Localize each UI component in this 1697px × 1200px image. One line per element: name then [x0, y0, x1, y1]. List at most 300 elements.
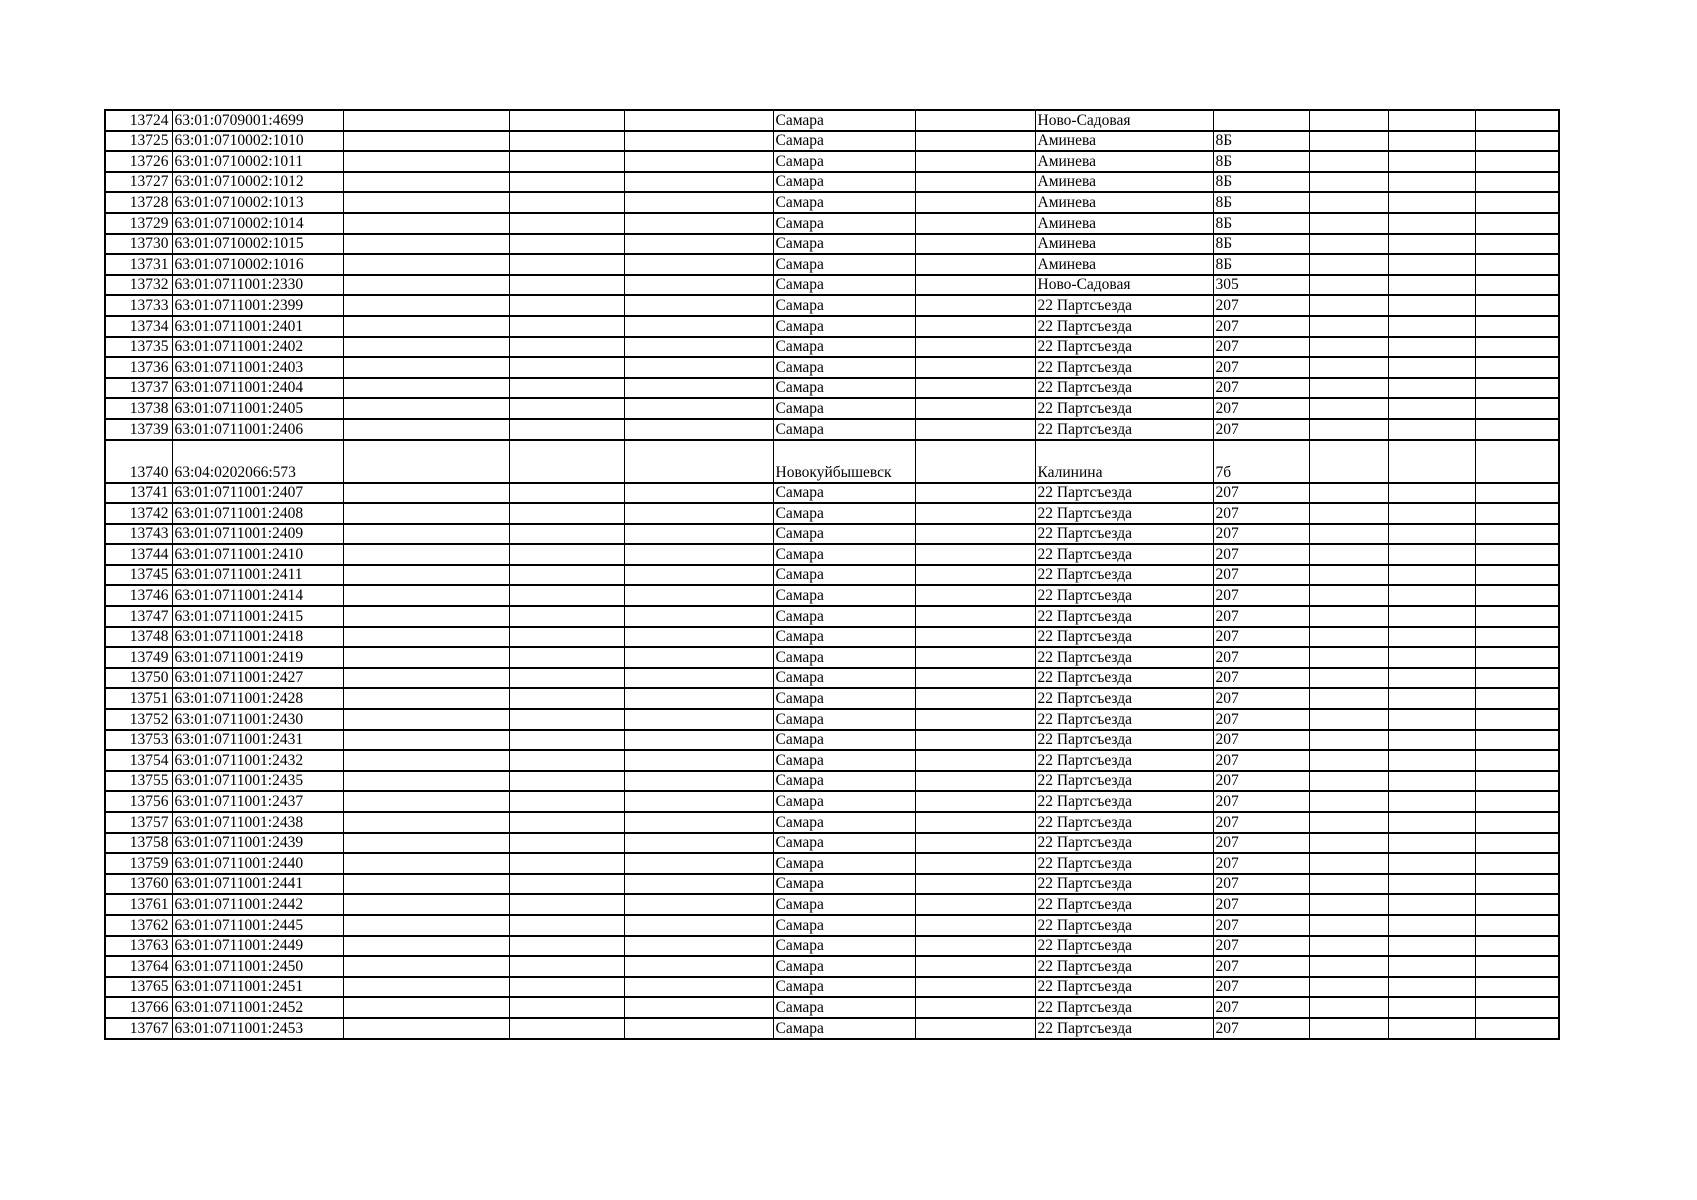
street-cell: 22 Партсъезда	[1035, 337, 1213, 358]
house-cell: 207	[1213, 357, 1309, 378]
table-row	[105, 234, 1559, 255]
empty-cell	[1388, 647, 1475, 668]
city-cell: Самара	[773, 647, 915, 668]
empty-cell	[1309, 524, 1388, 545]
cadastral-number-cell: 63:01:0711001:2411	[172, 565, 343, 586]
empty-cell	[1388, 771, 1475, 792]
row-number-cell: 13750	[105, 668, 172, 689]
street-cell: 22 Партсъезда	[1035, 295, 1213, 316]
empty-cell	[1388, 544, 1475, 565]
cadastral-number-cell: 63:01:0711001:2430	[172, 709, 343, 730]
row-number-cell: 13757	[105, 812, 172, 833]
row-number-cell: 13752	[105, 709, 172, 730]
row-number-cell: 13755	[105, 771, 172, 792]
cadastral-number-cell: 63:01:0711001:2415	[172, 606, 343, 627]
cadastral-number-cell: 63:01:0710002:1015	[172, 234, 343, 255]
empty-cell	[915, 833, 1035, 854]
row-number-cell: 13749	[105, 647, 172, 668]
empty-cell	[343, 192, 509, 213]
street-cell: 22 Партсъезда	[1035, 668, 1213, 689]
empty-cell	[343, 378, 509, 399]
empty-cell	[1475, 668, 1559, 689]
empty-cell	[1475, 295, 1559, 316]
empty-cell	[915, 234, 1035, 255]
empty-cell	[509, 398, 624, 419]
empty-cell	[1388, 894, 1475, 915]
city-cell: Самара	[773, 833, 915, 854]
city-cell: Самара	[773, 419, 915, 440]
city-cell: Самара	[773, 483, 915, 504]
empty-cell	[1388, 192, 1475, 213]
street-cell: 22 Партсъезда	[1035, 357, 1213, 378]
street-cell: 22 Партсъезда	[1035, 627, 1213, 648]
empty-cell	[915, 565, 1035, 586]
empty-cell	[509, 709, 624, 730]
cadastral-number-cell: 63:01:0711001:2410	[172, 544, 343, 565]
empty-cell	[1309, 997, 1388, 1018]
table-row	[105, 275, 1559, 296]
city-cell: Самара	[773, 977, 915, 998]
empty-cell	[509, 440, 624, 483]
empty-cell	[1388, 213, 1475, 234]
empty-cell	[624, 647, 773, 668]
empty-cell	[1475, 915, 1559, 936]
empty-cell	[1388, 977, 1475, 998]
cadastral-number-cell: 63:01:0711001:2440	[172, 853, 343, 874]
empty-cell	[915, 378, 1035, 399]
empty-cell	[343, 295, 509, 316]
empty-cell	[343, 110, 509, 131]
table-row	[105, 565, 1559, 586]
house-cell	[1213, 110, 1309, 131]
cadastral-number-cell: 63:01:0710002:1013	[172, 192, 343, 213]
empty-cell	[915, 709, 1035, 730]
table-row	[105, 357, 1559, 378]
row-number-cell: 13756	[105, 791, 172, 812]
row-number-cell: 13724	[105, 110, 172, 131]
empty-cell	[1309, 337, 1388, 358]
empty-cell	[1475, 750, 1559, 771]
empty-cell	[509, 668, 624, 689]
table-row	[105, 503, 1559, 524]
city-cell: Самара	[773, 337, 915, 358]
empty-cell	[1475, 357, 1559, 378]
house-cell: 207	[1213, 791, 1309, 812]
table-row	[105, 977, 1559, 998]
street-cell: 22 Партсъезда	[1035, 853, 1213, 874]
street-cell: Аминева	[1035, 213, 1213, 234]
empty-cell	[343, 791, 509, 812]
empty-cell	[1309, 750, 1388, 771]
empty-cell	[1475, 709, 1559, 730]
empty-cell	[1475, 874, 1559, 895]
table-row	[105, 316, 1559, 337]
empty-cell	[915, 398, 1035, 419]
empty-cell	[509, 833, 624, 854]
city-cell: Самара	[773, 936, 915, 957]
row-number-cell: 13766	[105, 997, 172, 1018]
city-cell: Самара	[773, 254, 915, 275]
house-cell: 207	[1213, 419, 1309, 440]
city-cell: Самара	[773, 316, 915, 337]
row-number-cell: 13736	[105, 357, 172, 378]
empty-cell	[343, 151, 509, 172]
empty-cell	[915, 791, 1035, 812]
empty-cell	[509, 172, 624, 193]
city-cell: Самара	[773, 750, 915, 771]
empty-cell	[1475, 833, 1559, 854]
cadastral-number-cell: 63:01:0711001:2408	[172, 503, 343, 524]
house-cell: 207	[1213, 853, 1309, 874]
empty-cell	[1388, 275, 1475, 296]
empty-cell	[343, 524, 509, 545]
empty-cell	[343, 544, 509, 565]
empty-cell	[509, 131, 624, 152]
empty-cell	[1475, 110, 1559, 131]
empty-cell	[1309, 419, 1388, 440]
empty-cell	[1388, 668, 1475, 689]
empty-cell	[1475, 398, 1559, 419]
house-cell: 207	[1213, 337, 1309, 358]
row-number-cell: 13740	[105, 440, 172, 483]
empty-cell	[624, 213, 773, 234]
empty-cell	[624, 357, 773, 378]
city-cell: Самара	[773, 151, 915, 172]
empty-cell	[1309, 503, 1388, 524]
house-cell: 8Б	[1213, 172, 1309, 193]
empty-cell	[1388, 357, 1475, 378]
row-number-cell: 13767	[105, 1018, 172, 1039]
house-cell: 8Б	[1213, 131, 1309, 152]
empty-cell	[624, 997, 773, 1018]
street-cell: 22 Партсъезда	[1035, 565, 1213, 586]
city-cell: Самара	[773, 503, 915, 524]
cadastral-number-cell: 63:01:0711001:2451	[172, 977, 343, 998]
empty-cell	[915, 647, 1035, 668]
empty-cell	[1388, 151, 1475, 172]
city-cell: Самара	[773, 213, 915, 234]
empty-cell	[509, 503, 624, 524]
street-cell: 22 Партсъезда	[1035, 977, 1213, 998]
empty-cell	[343, 627, 509, 648]
empty-cell	[624, 936, 773, 957]
empty-cell	[509, 419, 624, 440]
empty-cell	[1388, 398, 1475, 419]
city-cell: Самара	[773, 688, 915, 709]
street-cell: 22 Партсъезда	[1035, 750, 1213, 771]
street-cell: 22 Партсъезда	[1035, 833, 1213, 854]
empty-cell	[509, 874, 624, 895]
empty-cell	[343, 833, 509, 854]
house-cell: 207	[1213, 936, 1309, 957]
table-row	[105, 627, 1559, 648]
table-row	[105, 524, 1559, 545]
empty-cell	[509, 688, 624, 709]
house-cell: 207	[1213, 812, 1309, 833]
house-cell: 207	[1213, 997, 1309, 1018]
street-cell: 22 Партсъезда	[1035, 606, 1213, 627]
empty-cell	[1388, 853, 1475, 874]
empty-cell	[509, 997, 624, 1018]
cadastral-number-cell: 63:01:0711001:2432	[172, 750, 343, 771]
empty-cell	[343, 503, 509, 524]
empty-cell	[509, 750, 624, 771]
row-number-cell: 13733	[105, 295, 172, 316]
row-number-cell: 13727	[105, 172, 172, 193]
empty-cell	[509, 213, 624, 234]
house-cell: 207	[1213, 750, 1309, 771]
empty-cell	[1475, 585, 1559, 606]
empty-cell	[624, 483, 773, 504]
empty-cell	[1309, 606, 1388, 627]
city-cell: Самара	[773, 192, 915, 213]
empty-cell	[1388, 627, 1475, 648]
empty-cell	[1475, 337, 1559, 358]
street-cell: Ново-Садовая	[1035, 275, 1213, 296]
empty-cell	[624, 606, 773, 627]
empty-cell	[915, 997, 1035, 1018]
house-cell: 207	[1213, 316, 1309, 337]
empty-cell	[624, 956, 773, 977]
empty-cell	[624, 874, 773, 895]
empty-cell	[343, 915, 509, 936]
empty-cell	[343, 709, 509, 730]
table-row	[105, 398, 1559, 419]
empty-cell	[624, 192, 773, 213]
empty-cell	[1309, 254, 1388, 275]
table-row	[105, 956, 1559, 977]
empty-cell	[343, 668, 509, 689]
street-cell: Калинина	[1035, 440, 1213, 483]
empty-cell	[624, 419, 773, 440]
row-number-cell: 13763	[105, 936, 172, 957]
table-row	[105, 915, 1559, 936]
empty-cell	[343, 606, 509, 627]
row-number-cell: 13734	[105, 316, 172, 337]
street-cell: 22 Партсъезда	[1035, 503, 1213, 524]
empty-cell	[1309, 565, 1388, 586]
empty-cell	[1388, 750, 1475, 771]
street-cell: Аминева	[1035, 131, 1213, 152]
empty-cell	[1388, 606, 1475, 627]
house-cell: 207	[1213, 295, 1309, 316]
row-number-cell: 13743	[105, 524, 172, 545]
cadastral-number-cell: 63:01:0711001:2427	[172, 668, 343, 689]
table-row	[105, 192, 1559, 213]
house-cell: 207	[1213, 956, 1309, 977]
empty-cell	[1388, 337, 1475, 358]
empty-cell	[915, 254, 1035, 275]
house-cell: 207	[1213, 378, 1309, 399]
house-cell: 207	[1213, 915, 1309, 936]
city-cell: Самара	[773, 544, 915, 565]
city-cell: Самара	[773, 275, 915, 296]
street-cell: 22 Партсъезда	[1035, 378, 1213, 399]
row-number-cell: 13738	[105, 398, 172, 419]
empty-cell	[1388, 874, 1475, 895]
empty-cell	[624, 254, 773, 275]
street-cell: 22 Партсъезда	[1035, 709, 1213, 730]
street-cell: 22 Партсъезда	[1035, 483, 1213, 504]
empty-cell	[624, 503, 773, 524]
cadastral-number-cell: 63:01:0711001:2445	[172, 915, 343, 936]
city-cell: Самара	[773, 853, 915, 874]
empty-cell	[1475, 213, 1559, 234]
empty-cell	[915, 213, 1035, 234]
house-cell: 8Б	[1213, 192, 1309, 213]
empty-cell	[1475, 647, 1559, 668]
table-row	[105, 337, 1559, 358]
street-cell: 22 Партсъезда	[1035, 1018, 1213, 1039]
empty-cell	[915, 295, 1035, 316]
house-cell: 207	[1213, 730, 1309, 751]
table-row	[105, 419, 1559, 440]
empty-cell	[1309, 585, 1388, 606]
table-row	[105, 709, 1559, 730]
empty-cell	[1475, 853, 1559, 874]
city-cell: Самара	[773, 295, 915, 316]
cadastral-number-cell: 63:01:0711001:2414	[172, 585, 343, 606]
house-cell: 207	[1213, 874, 1309, 895]
empty-cell	[624, 894, 773, 915]
empty-cell	[1475, 419, 1559, 440]
empty-cell	[1309, 172, 1388, 193]
empty-cell	[509, 254, 624, 275]
table-row	[105, 213, 1559, 234]
street-cell: 22 Партсъезда	[1035, 688, 1213, 709]
table-row	[105, 771, 1559, 792]
table-row	[105, 585, 1559, 606]
street-cell: 22 Партсъезда	[1035, 936, 1213, 957]
street-cell: 22 Партсъезда	[1035, 316, 1213, 337]
empty-cell	[1475, 1018, 1559, 1039]
city-cell: Самара	[773, 956, 915, 977]
empty-cell	[1309, 275, 1388, 296]
empty-cell	[1309, 709, 1388, 730]
city-cell: Самара	[773, 915, 915, 936]
empty-cell	[915, 915, 1035, 936]
empty-cell	[1309, 440, 1388, 483]
empty-cell	[1475, 483, 1559, 504]
row-number-cell: 13744	[105, 544, 172, 565]
cadastral-number-cell: 63:01:0710002:1012	[172, 172, 343, 193]
street-cell: 22 Партсъезда	[1035, 524, 1213, 545]
empty-cell	[1475, 172, 1559, 193]
empty-cell	[915, 544, 1035, 565]
empty-cell	[1388, 997, 1475, 1018]
empty-cell	[509, 812, 624, 833]
registry-table	[104, 109, 1560, 1040]
house-cell: 8Б	[1213, 234, 1309, 255]
house-cell: 207	[1213, 606, 1309, 627]
table-row	[105, 936, 1559, 957]
empty-cell	[1475, 771, 1559, 792]
street-cell: 22 Партсъезда	[1035, 398, 1213, 419]
empty-cell	[1475, 606, 1559, 627]
empty-cell	[624, 627, 773, 648]
empty-cell	[1309, 110, 1388, 131]
cadastral-number-cell: 63:01:0710002:1010	[172, 131, 343, 152]
row-number-cell: 13764	[105, 956, 172, 977]
city-cell: Самара	[773, 357, 915, 378]
city-cell: Самара	[773, 172, 915, 193]
empty-cell	[1388, 110, 1475, 131]
row-number-cell: 13747	[105, 606, 172, 627]
empty-cell	[915, 275, 1035, 296]
empty-cell	[509, 977, 624, 998]
street-cell: 22 Партсъезда	[1035, 585, 1213, 606]
cadastral-number-cell: 63:01:0711001:2449	[172, 936, 343, 957]
street-cell: 22 Партсъезда	[1035, 894, 1213, 915]
empty-cell	[509, 524, 624, 545]
street-cell: 22 Партсъезда	[1035, 915, 1213, 936]
street-cell: 22 Партсъезда	[1035, 791, 1213, 812]
empty-cell	[1475, 730, 1559, 751]
row-number-cell: 13746	[105, 585, 172, 606]
empty-cell	[1388, 936, 1475, 957]
empty-cell	[624, 915, 773, 936]
city-cell: Самара	[773, 730, 915, 751]
empty-cell	[1309, 378, 1388, 399]
table-row	[105, 131, 1559, 152]
empty-cell	[509, 378, 624, 399]
empty-cell	[624, 1018, 773, 1039]
empty-cell	[1388, 503, 1475, 524]
empty-cell	[1475, 565, 1559, 586]
table-row	[105, 750, 1559, 771]
empty-cell	[343, 936, 509, 957]
house-cell: 207	[1213, 483, 1309, 504]
empty-cell	[343, 213, 509, 234]
empty-cell	[1309, 915, 1388, 936]
empty-cell	[343, 956, 509, 977]
empty-cell	[509, 275, 624, 296]
house-cell: 207	[1213, 709, 1309, 730]
city-cell: Самара	[773, 627, 915, 648]
empty-cell	[1475, 997, 1559, 1018]
table-row	[105, 254, 1559, 275]
row-number-cell: 13730	[105, 234, 172, 255]
cadastral-number-cell: 63:01:0710002:1016	[172, 254, 343, 275]
empty-cell	[509, 234, 624, 255]
empty-cell	[1309, 647, 1388, 668]
empty-cell	[1388, 791, 1475, 812]
empty-cell	[509, 357, 624, 378]
empty-cell	[624, 295, 773, 316]
empty-cell	[915, 853, 1035, 874]
empty-cell	[1475, 131, 1559, 152]
empty-cell	[509, 936, 624, 957]
empty-cell	[915, 894, 1035, 915]
cadastral-number-cell: 63:01:0711001:2330	[172, 275, 343, 296]
row-number-cell: 13729	[105, 213, 172, 234]
street-cell: Аминева	[1035, 172, 1213, 193]
cadastral-number-cell: 63:01:0711001:2442	[172, 894, 343, 915]
row-number-cell: 13761	[105, 894, 172, 915]
row-number-cell: 13751	[105, 688, 172, 709]
city-cell: Самара	[773, 668, 915, 689]
city-cell: Самара	[773, 894, 915, 915]
empty-cell	[509, 1018, 624, 1039]
city-cell: Самара	[773, 524, 915, 545]
house-cell: 207	[1213, 647, 1309, 668]
table-row	[105, 997, 1559, 1018]
empty-cell	[1309, 295, 1388, 316]
empty-cell	[509, 915, 624, 936]
cadastral-number-cell: 63:01:0711001:2431	[172, 730, 343, 751]
empty-cell	[1309, 874, 1388, 895]
empty-cell	[624, 565, 773, 586]
